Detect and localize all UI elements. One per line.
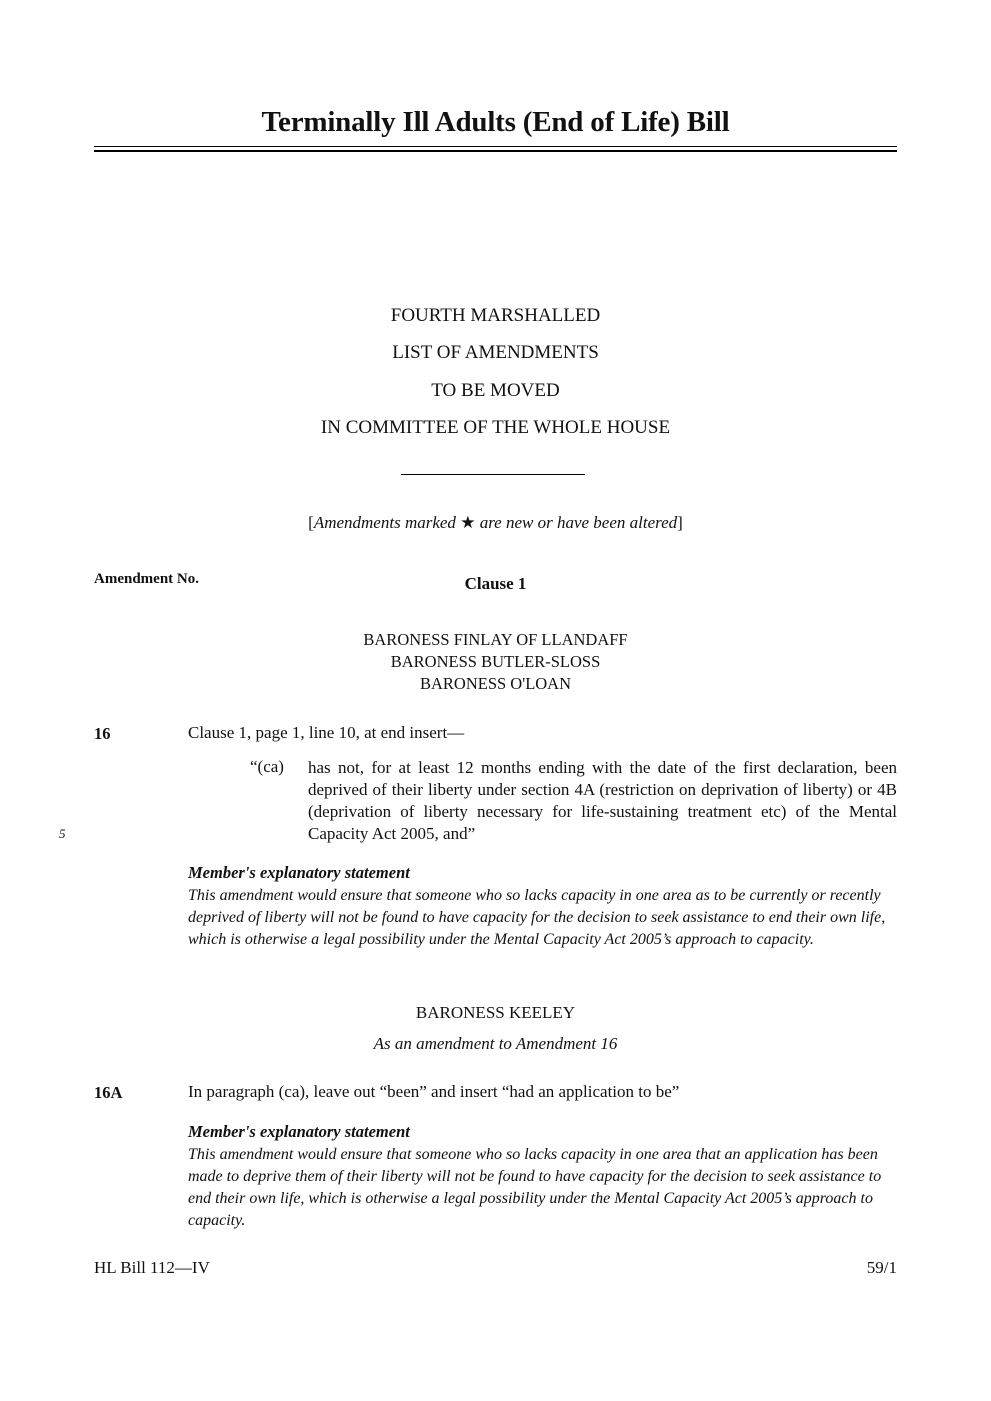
- amendment-subheading: As an amendment to Amendment 16: [373, 1034, 618, 1053]
- statement-heading: Member's explanatory statement: [188, 1122, 410, 1141]
- sponsor-name: BARONESS O'LOAN: [419, 674, 572, 693]
- heading-line-3: TO BE MOVED: [431, 380, 560, 401]
- title-rule-thin: [94, 146, 897, 147]
- title-rule-thick: [94, 150, 897, 152]
- heading-line-1: FOURTH MARSHALLED: [390, 305, 601, 326]
- star-icon: ★: [460, 513, 476, 532]
- amendment-number: 16A: [94, 1083, 123, 1102]
- section-divider: [401, 474, 585, 475]
- page-reference: 59/1: [866, 1258, 897, 1277]
- amendment-text: In paragraph (ca), leave out “been” and insert “had an application to be”: [188, 1082, 680, 1101]
- heading-line-2: LIST OF AMENDMENTS: [392, 342, 599, 363]
- sponsor-list: [94, 629, 897, 695]
- sponsor-name: BARONESS BUTLER-SLOSS: [390, 652, 601, 671]
- quoted-paragraph-label: “(ca): [250, 757, 284, 776]
- amendment-no-label: Amendment No.: [94, 571, 199, 587]
- margin-line-number: 5: [59, 826, 66, 841]
- note-close-bracket: ]: [677, 513, 683, 532]
- amendment-number: 16: [94, 724, 111, 743]
- clause-heading: Clause 1: [464, 574, 527, 593]
- statement-heading: Member's explanatory statement: [188, 863, 410, 882]
- document-title: Terminally Ill Adults (End of Life) Bill: [261, 106, 730, 138]
- sponsor-name: BARONESS KEELEY: [415, 1003, 576, 1022]
- sponsor-name: BARONESS FINLAY OF LLANDAFF: [363, 630, 628, 649]
- bill-reference: HL Bill 112—IV: [94, 1258, 210, 1277]
- note-text-before: Amendments marked: [313, 513, 461, 532]
- statement-body: This amendment would ensure that someone who so lacks capacity in one area as to be currently or recently deprived of liberty will not be found to have capacity for the decision to seek assistance to end their own life, which is otherwise a legal possibility under the Mental Capacity Act 2005’s approach to capacity.: [188, 887, 886, 948]
- heading-line-4: IN COMMITTEE OF THE WHOLE HOUSE: [320, 417, 671, 438]
- quoted-paragraph-body: has not, for at least 12 months ending with the date of the first declaration, been deprived of their liberty under section 4A (restriction on deprivation of liberty) or 4B (deprivation of liberty necessary for life-sustaining treatment etc) of the Mental Capacity Act 2005, and”: [308, 758, 897, 843]
- amendments-note: [94, 513, 897, 533]
- amendment-text: Clause 1, page 1, line 10, at end insert—: [188, 723, 465, 742]
- statement-body: This amendment would ensure that someone who so lacks capacity in one area that an application has been made to deprive them of their liberty will not be found to have capacity for the decision to seek assistance to end their own life, which is otherwise a legal possibility under the Mental Capacity Act 2005’s approach to capacity.: [188, 1146, 882, 1229]
- note-open-bracket: [: [308, 513, 314, 532]
- note-text-after: are new or have been altered: [475, 513, 678, 532]
